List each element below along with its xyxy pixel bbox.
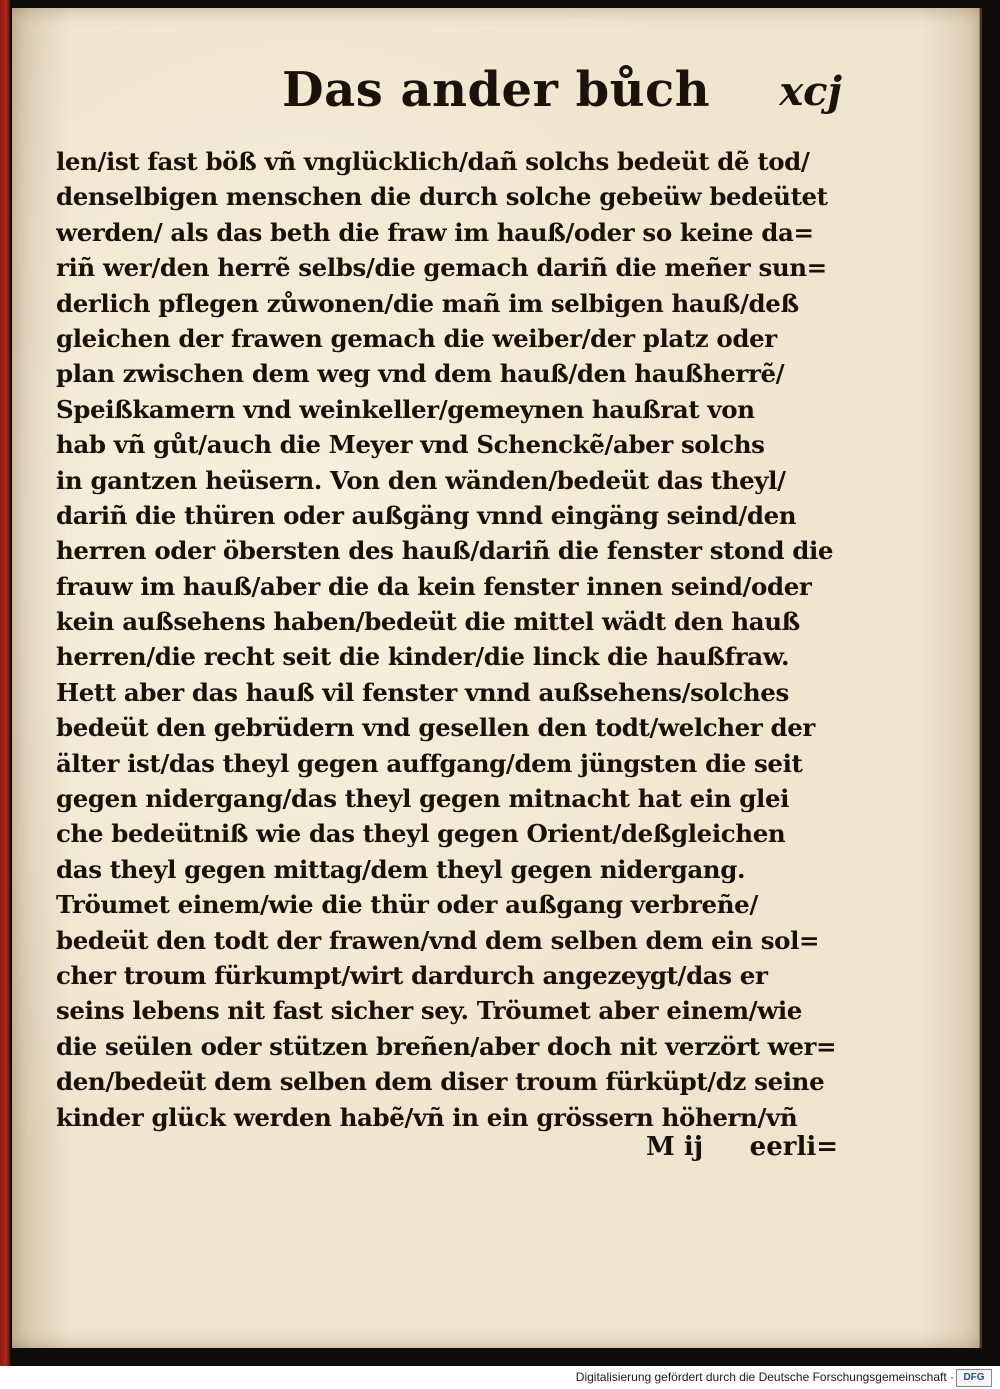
text-block: [56, 144, 846, 1135]
text-line: herren oder öbersten des hauß/dariñ die fenster stond die: [56, 536, 834, 566]
text-line: gleichen der frawen gemach die weiber/der platz oder: [56, 323, 777, 353]
text-line: älter ist/das theyl gegen auffgang/dem jüngsten die seit: [56, 748, 803, 778]
running-head: [52, 62, 842, 132]
text-line: werden/ als das beth die fraw im hauß/oder so keine da=: [56, 217, 814, 247]
folio-number: xcj: [779, 68, 842, 115]
text-line: den/bedeüt dem selben dem diser troum fürküpt/dz seine: [56, 1067, 825, 1097]
text-line: denselbigen menschen die durch solche gebeüw bedeütet: [56, 182, 828, 212]
catchword: eerli=: [749, 1132, 838, 1162]
footer-bar: [0, 1366, 1000, 1389]
text-line: len/ist fast böß vñ vnglücklich/dañ solchs bedeüt dẽ tod/: [56, 147, 810, 176]
text-line: seins lebens nit fast sicher sey. Tröumet aber einem/wie: [56, 996, 802, 1026]
text-line: bedeüt den todt der frawen/vnd dem selben dem ein sol=: [56, 925, 820, 955]
text-line: cher troum fürkumpt/wirt dardurch angezeygt/das er: [56, 960, 768, 990]
text-line: gegen nidergang/das theyl gegen mitnacht hat ein glei: [56, 784, 790, 814]
text-line: Speißkamern vnd weinkeller/gemeynen haußrat von: [56, 394, 755, 424]
signature-mark: M ij: [646, 1132, 704, 1162]
text-line: derlich pflegen zůwonen/die mañ im selbigen hauß/deß: [56, 288, 799, 318]
text-line: Hett aber das hauß vil fenster vnnd außsehens/solches: [56, 677, 789, 707]
funding-notice: Digitalisierung gefördert durch die Deutsche Forschungsgemeinschaft ·: [575, 1370, 954, 1384]
binding-edge: [0, 0, 10, 1366]
text-line: das theyl gegen mittag/dem theyl gegen nidergang.: [56, 854, 746, 884]
text-line: kinder glück werden habẽ/vñ in ein grössern höhern/vñ: [56, 1102, 798, 1132]
dfg-logo: DFG: [956, 1369, 992, 1387]
page-edge: [979, 8, 982, 1348]
text-line: kein außsehens haben/bedeüt die mittel wädt den hauß: [56, 607, 800, 637]
running-title: Das ander bůch: [282, 62, 711, 118]
text-line: dariñ die thüren oder außgäng vnnd eingäng seind/den: [56, 500, 797, 530]
text-line: bedeüt den gebrüdern vnd gesellen den todt/welcher der: [56, 713, 815, 743]
text-line: die seülen oder stützen breñen/aber doch nit verzört wer=: [56, 1031, 837, 1061]
text-line: Tröumet einem/wie die thür oder außgang verbreñe/: [56, 890, 758, 920]
text-line: frauw im hauß/aber die da kein fenster innen seind/oder: [56, 571, 812, 601]
text-line: in gantzen heüsern. Von den wänden/bedeüt das theyl/: [56, 465, 786, 495]
text-line: plan zwischen dem weg vnd dem hauß/den haußherrẽ/: [56, 359, 785, 389]
text-line: riñ wer/den herrẽ selbs/die gemach dariñ die meñer sun=: [56, 253, 827, 283]
text-line: herren/die recht seit die kinder/die linck die haußfraw.: [56, 642, 790, 672]
catchline: [56, 1132, 846, 1172]
text-line: hab vñ gůt/auch die Meyer vnd Schenckẽ/aber solchs: [56, 430, 765, 460]
text-line: che bedeütniß wie das theyl gegen Orient/deßgleichen: [56, 819, 786, 849]
